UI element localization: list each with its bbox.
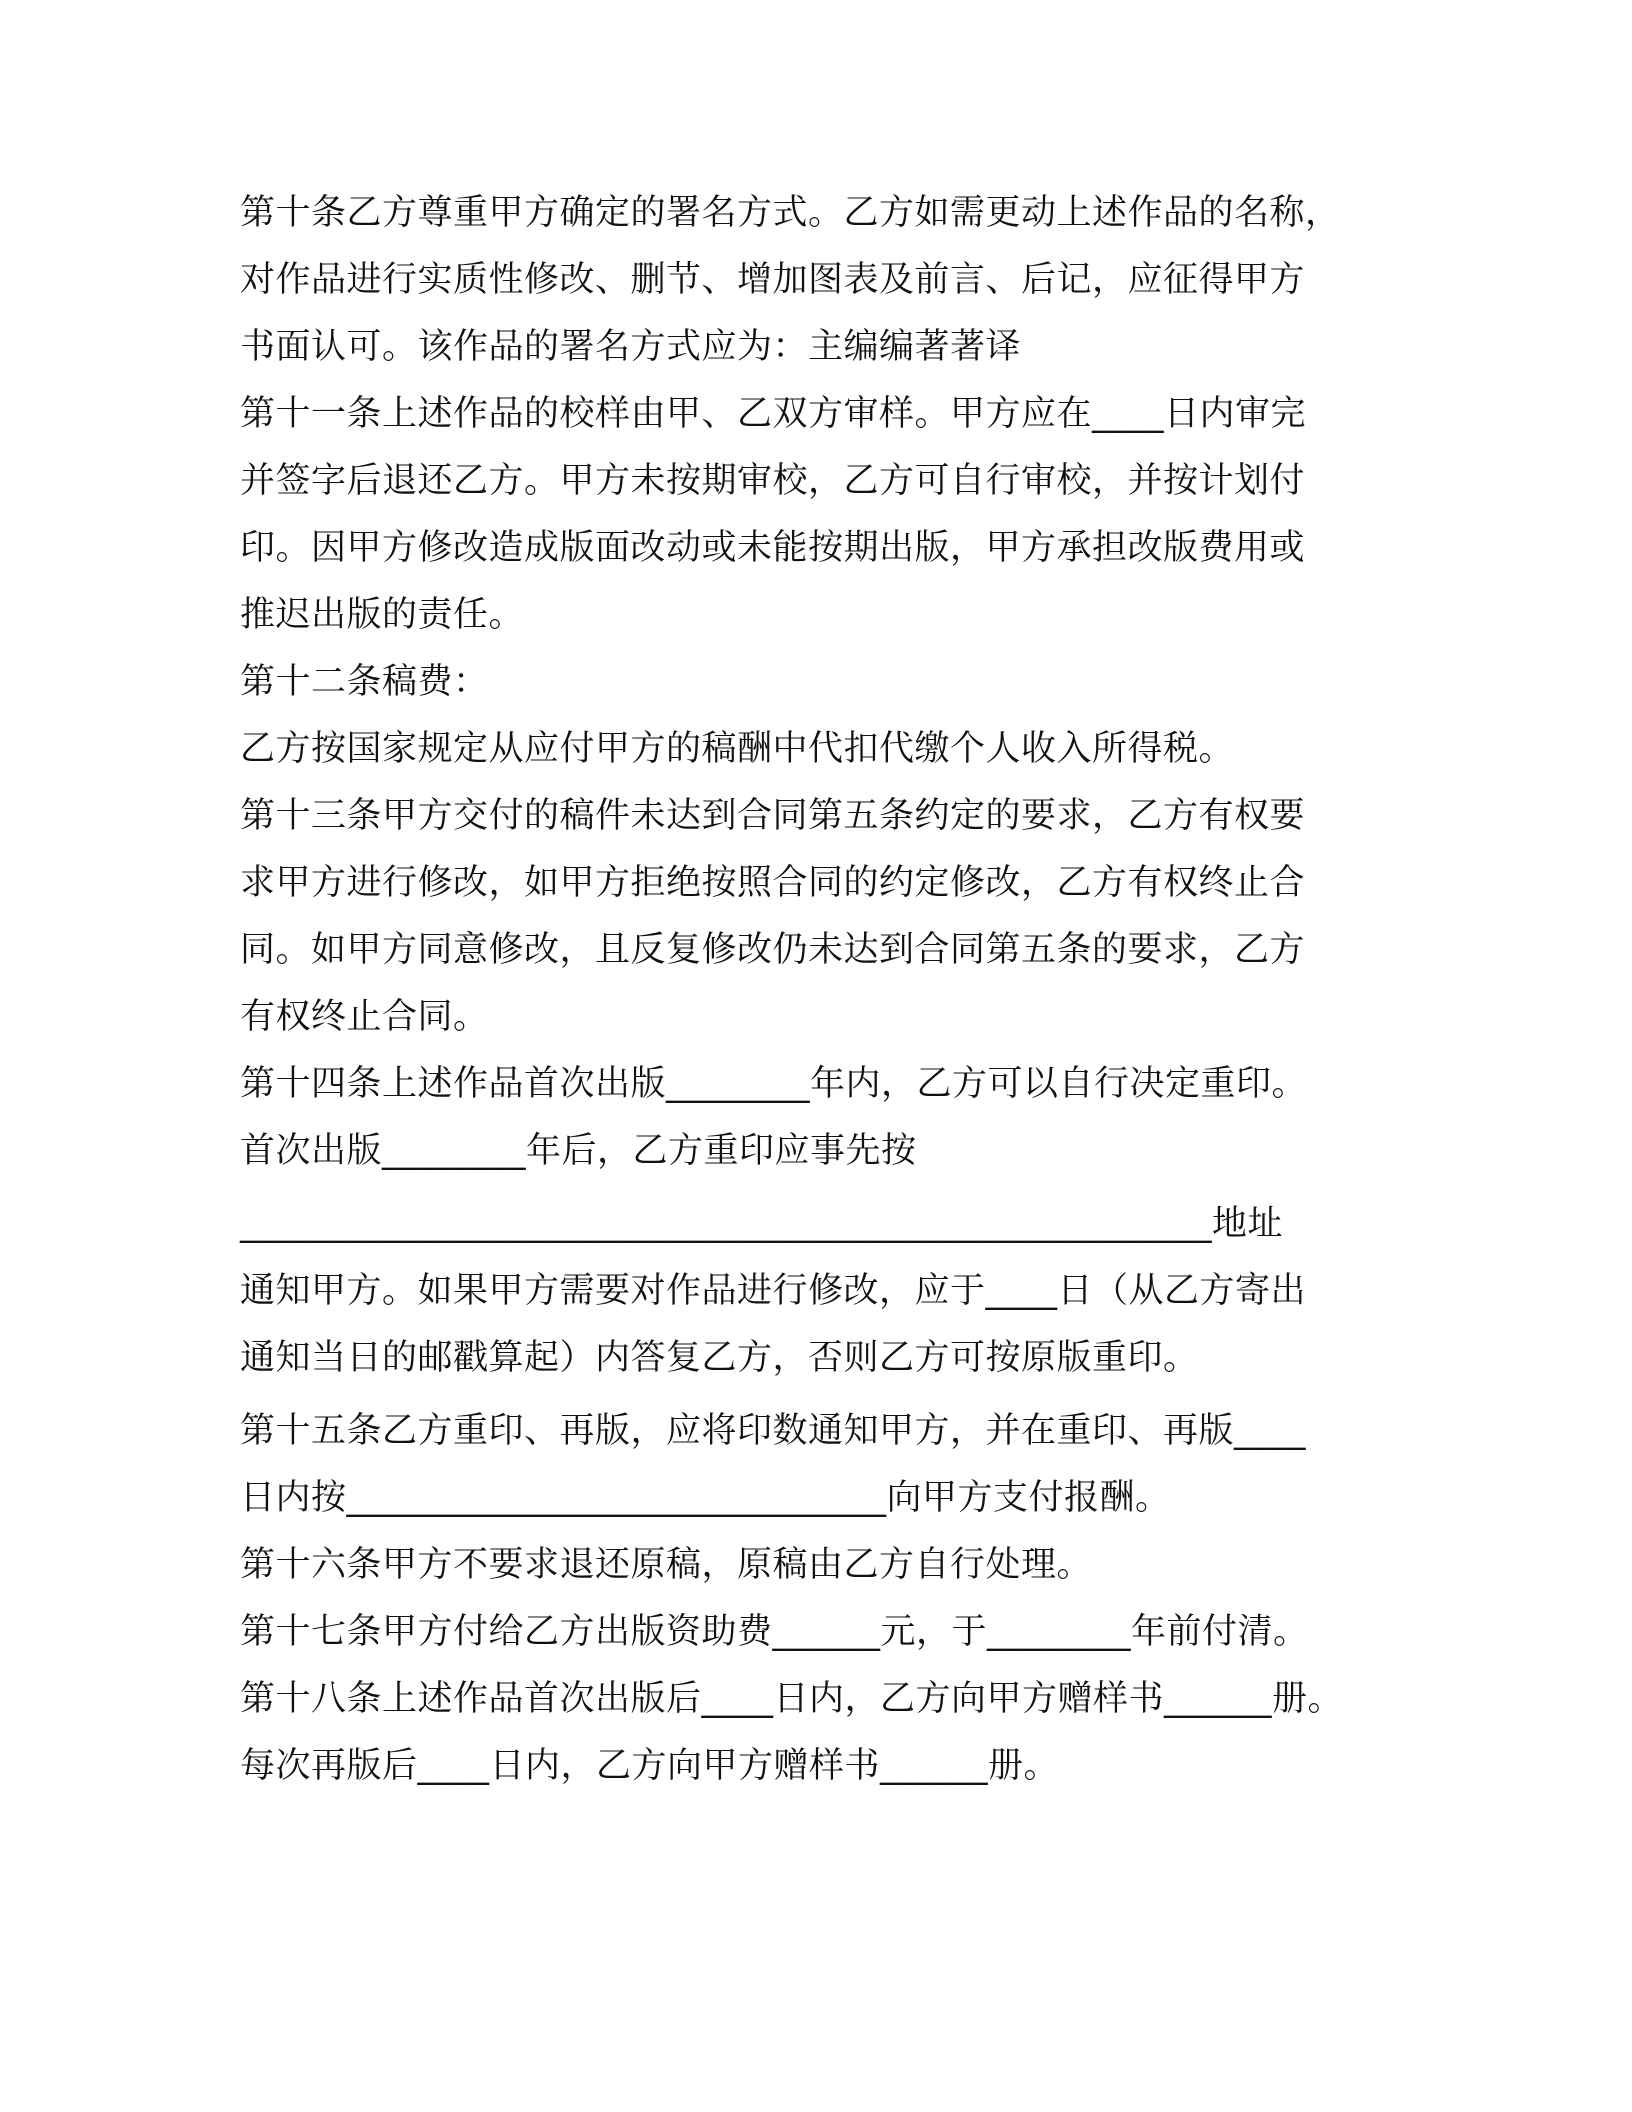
text-line: 同。如甲方同意修改，且反复修改仍未达到合同第五条的要求，乙方 bbox=[240, 930, 1306, 970]
text-line: 第十条乙方尊重甲方确定的署名方式。乙方如需更动上述作品的名称， bbox=[240, 193, 1341, 233]
text-line: 第十八条上述作品首次出版后____日内，乙方向甲方赠样书______册。 bbox=[240, 1679, 1344, 1719]
text-line: 第十一条上述作品的校样由甲、乙双方审样。甲方应在____日内审完 bbox=[240, 394, 1307, 434]
text-line: 第十四条上述作品首次出版________年内，乙方可以自行决定重印。 bbox=[240, 1064, 1308, 1104]
text-line: 首次出版________年后，乙方重印应事先按 bbox=[240, 1131, 917, 1171]
text-line: 印。因甲方修改造成版面改动或未能按期出版，甲方承担改版费用或 bbox=[240, 528, 1306, 568]
text-line: 日内按______________________________向甲方支付报酬。 bbox=[240, 1478, 1171, 1518]
text-line: 第十二条稿费： bbox=[240, 662, 489, 702]
text-line: 第十五条乙方重印、再版，应将印数通知甲方，并在重印、再版____ bbox=[240, 1411, 1307, 1451]
text-line: 并签字后退还乙方。甲方未按期审校，乙方可自行审校，并按计划付 bbox=[240, 461, 1306, 501]
text-line: 推迟出版的责任。 bbox=[240, 595, 525, 635]
text-line: 第十三条甲方交付的稿件未达到合同第五条约定的要求，乙方有权要 bbox=[240, 796, 1306, 836]
text-line: 第十七条甲方付给乙方出版资助费______元，于________年前付清。 bbox=[240, 1612, 1309, 1652]
text-line: 第十六条甲方不要求退还原稿，原稿由乙方自行处理。 bbox=[240, 1545, 1093, 1585]
text-line: 对作品进行实质性修改、删节、增加图表及前言、后记，应征得甲方 bbox=[240, 260, 1306, 300]
text-line: 通知甲方。如果甲方需要对作品进行修改，应于____日（从乙方寄出 bbox=[240, 1271, 1307, 1311]
text-line: 求甲方进行修改，如甲方拒绝按照合同的约定修改，乙方有权终止合 bbox=[240, 863, 1306, 903]
text-line: 每次再版后____日内，乙方向甲方赠样书______册。 bbox=[240, 1746, 1060, 1786]
text-line: 通知当日的邮戳算起）内答复乙方，否则乙方可按原版重印。 bbox=[240, 1338, 1199, 1378]
text-line: 有权终止合同。 bbox=[240, 997, 489, 1037]
text-line: 乙方按国家规定从应付甲方的稿酬中代扣代缴个人收入所得税。 bbox=[240, 729, 1235, 769]
text-line: 书面认可。该作品的署名方式应为：主编编著著译 bbox=[240, 327, 1022, 367]
document-body bbox=[240, 180, 1420, 1800]
text-line: ______________________________________________________地址 bbox=[240, 1204, 1284, 1244]
